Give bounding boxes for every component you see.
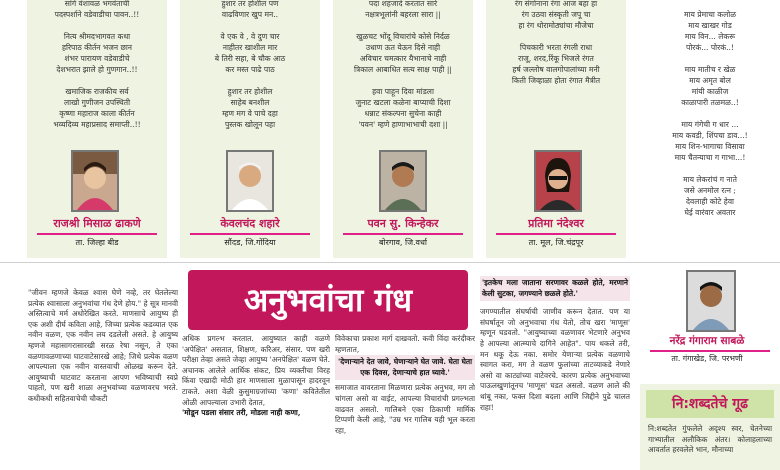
- article-column-2-quote: 'मोडून पडला संसार तरी, मोडला नाही कणा,: [182, 408, 301, 418]
- article-author-underline: [650, 350, 770, 352]
- author-underline: [190, 233, 310, 235]
- article-author-location: ता. गंगाखेड, जि. परभणी: [671, 354, 743, 363]
- sidebar-text: नि:शब्दतेत गुंफलेले अदृश्य स्वर, चेतनेच्या गाभ्यातील अलौकिक अंतर। कोलाहलाच्या आवर्तात हरवलेले भान, मौनाच्या: [648, 424, 772, 455]
- poem-column-1: [27, 0, 167, 258]
- author-photo: [379, 150, 427, 212]
- article-column-4-quote: 'इतकेच मला जाताना सरणावर कळले होते, मरणाने केली सुटका, जगण्याने छळले होते.': [480, 276, 630, 301]
- article-column-3-text: विवेकाचा प्रकाश मार्ग दाखवतो. कवी विंदा करंदीकर म्हणतात,: [335, 334, 475, 354]
- article-column-2-text: अधिक प्रगल्भ करतात. आयुष्यात काही वळणे 'अपेक्षित' असतात, शिक्षण, करिअर, संसार. पण खरी परीक्षा तेव्हा असते जेव्हा आयुष्य 'अनपेक्षित' वळण घेते. अचानक आलेले आर्थिक संकट, प्रिय व्यक्तीचा विरह किंवा एखादी मोठी हार माणसाला मुळापासून हादरवून टाकते. अशा वेळी कुसुमाग्रजांच्या 'कणा' कवितेतील ओळी आपल्याला उभारी देतात,: [182, 334, 330, 407]
- poem-column-5: [640, 0, 780, 258]
- article-title-banner: [188, 270, 468, 330]
- author-underline: [496, 233, 616, 235]
- author-underline: [37, 233, 157, 235]
- author-underline: [343, 233, 463, 235]
- poem-author: प्रतिमा नंदेश्वर: [528, 217, 584, 230]
- author-photo-image: [228, 152, 272, 210]
- sidebar-box: [640, 384, 780, 470]
- poem-location: सौंदड, जि.गोंदिया: [224, 238, 276, 247]
- poem-author: पवन सु. किन्हेकर: [367, 217, 439, 230]
- sidebar-title: नि:शब्दतेचे गूढ: [671, 396, 749, 412]
- sidebar-title-bar: [646, 390, 774, 418]
- poem-location: ता. मूल, जि.चंद्रपूर: [528, 238, 584, 247]
- poem-text: रंग संगोनाना रंगा आज बहा हा रंग उठवा संस्कृती जपू चा हा रंग थोरामोठ्यांचा मौजेचा पिचकारी भरता रंगली राधा राजू, शरद,रिंकू भिजले रंगत हर्ष जल्लोष वालगोपालांच्या मनी किती जिव्हाळा होता रंगात मैत्रीत: [511, 0, 601, 85]
- author-photo: [226, 150, 274, 212]
- article-column-2: [182, 334, 330, 470]
- article-column-4-text: जगण्यातील संघर्षाची जाणीव करून देतात. पण या संघर्षातून जो अनुभवाचा गंध येतो, तोच खरा 'माणूस' म्हणून घडवतो. "आयुष्याच्या वळणावर भेटणारे अनुभव हे आपल्या आत्म्याचे दागिने आहेत". पाय थकले तरी, मन थकू देऊ नका. समोर येणाऱ्या प्रत्येक वळणाचे स्वागत करा, मग ते वळण फुलांच्या ताटव्याकडे नेणारे असो वा काट्यांच्या वाटेवरचे. कारण प्रत्येक अनुभवाच्या पाऊलखुणांतूनच 'माणूस' घडत असतो. वळण आले की थांबू नका, फक्त दिशा बदला आणि जिद्दीने पुढे चालत राहा!: [480, 307, 630, 412]
- author-photo-image: [536, 152, 580, 210]
- article-column-3-rest: समाजात वावरताना मिळणारा प्रत्येक अनुभव, मग तो चांगला असो वा वाईट, आपल्या विचारांची प्रगल्भता वाढवत असतो. गालिबने एका ठिकाणी मार्मिक टिप्पणी केली आहे, "उम्र भर गालिब यही भूल करता रहा,: [335, 383, 475, 435]
- author-photo: [71, 150, 119, 212]
- poem-author: राजश्री मिसाळ ढाकणे: [53, 217, 141, 230]
- section-divider: [0, 262, 780, 263]
- poem-location: ता. जिल्हा बीड: [75, 238, 119, 247]
- article-column-3: [335, 334, 475, 470]
- poem-text: हुशार तर होशील पण वाढविणार खुप मन.. वे एक वे , वे दुण चार नाहीतर खाशील मार बे तिरी सहा, बे चौक आठ कर मस्त पाढे पाठ हुशार तर होशील साहेब बनशील म्हण मग वे पाचे दहा पुस्तक खोलून पहा: [214, 0, 286, 129]
- author-photo-image: [381, 152, 425, 210]
- author-photo: [534, 150, 582, 212]
- poem-column-4: [486, 0, 626, 258]
- article-column-1: "जीवन म्हणजे केवळ श्वास घेणे नव्हे, तर घेतलेल्या प्रत्येक श्वासाला अनुभवांचा गंध देणे होय." हे सूत्र मानवी अस्तित्वाचे मर्म अधोरेखित करते. माणसाचे आयुष्य ही एक अशी दीर्घ कविता आहे, जिच्या प्रत्येक कडव्यात एक नवीन वळण, एक नवीन लय दडलेली असते. हे आयुष्य म्हणजे महासागरासारखी सरळ रेषा नसून, ते एका वळणावळणाच्या घाटवाटेसारखे आहे; जिथे प्रत्येक वळण आपल्याला एक नवीन वास्तवाची ओळख करून देते. आयुष्याची घाटवाट करताना आपण भविष्याची स्वप्ने पाहतो, पण खरी शाळा अनुभवांच्या वळणावरच भरते. कधीकधी सहितवाचेची चौकटी: [28, 288, 178, 403]
- poem-author: केवलचंद शहारे: [220, 217, 280, 230]
- poem-text: सांगे वंशावळ भगवंताची पदस्पर्शाने वडेवाडीचा पावन..!! नित्य श्रीमदभागवत कथा हरिपाठ कीर्तन भजन छान शंभर पारायण वडेवाडीचे देशभरात झाले हो गुणगान..!! खमाजिक राजकीय सर्व लाखो गुणीजन उपस्थिती कृष्णा महाराज काला कीर्तन भव्यदिव्य महाप्रसाद समाप्ती..!!: [53, 0, 141, 129]
- author-photo-image: [73, 152, 117, 210]
- article-author-photo: [686, 270, 736, 332]
- poem-location: बोरगाव, जि.वर्धा: [378, 238, 427, 247]
- poem-column-3: [333, 0, 473, 258]
- article-column-4: [480, 276, 630, 470]
- poem-text: पदा शहजादे करतात सारे नक्षत्रभूलांनी बहरला सारा || खुळचट भोंदू विचारांचे कोसे निर्दळ उधाण ऊत येऊन दिसे नाही अविचार चमत्कार यैभानाचे नाही त्रिकाल आबाधित सत्य साक्ष पाही || हवा पाहून दिवा मांडला जुनाट खटला कळेना बाप्याची दिशा धन्नाट संकल्पना सुचेना काही 'पवन' म्हणे हाणाभाभाची दशा ||: [354, 0, 452, 129]
- poem-column-2: [180, 0, 320, 258]
- article-column-3-quote: 'देणाऱ्याने देत जावे, घेणाऱ्याने घेत जावे. घेता घेता एक दिवस, देणाऱ्याचे हात घ्यावे.': [335, 355, 475, 380]
- poem-text: माय प्रेमाचा कलोळ माय खाखर गोड माय विन... लेकरू पोरकं... पोरकं..! माय मातीच र खेळ माय अमृत बोल मांयी काळीज काळापारी तळमळ..! माय गंगेची ग धार ... माय कवडी, शिंपचा डाव...! माय शिन-भागाचा विसावा माय चैतन्याचा ग गाभा...! माय लेकरांचं ग नाते जसे अनमोल रत्न ; देवलाही कोटे हेवा घेई वारंवार अवतार: [672, 10, 748, 217]
- article-author-photo-image: [688, 272, 734, 330]
- article-author: नरेंद्र गंगाराम साबळे: [669, 335, 745, 347]
- article-title: अनुभवांचा गंध: [243, 281, 413, 319]
